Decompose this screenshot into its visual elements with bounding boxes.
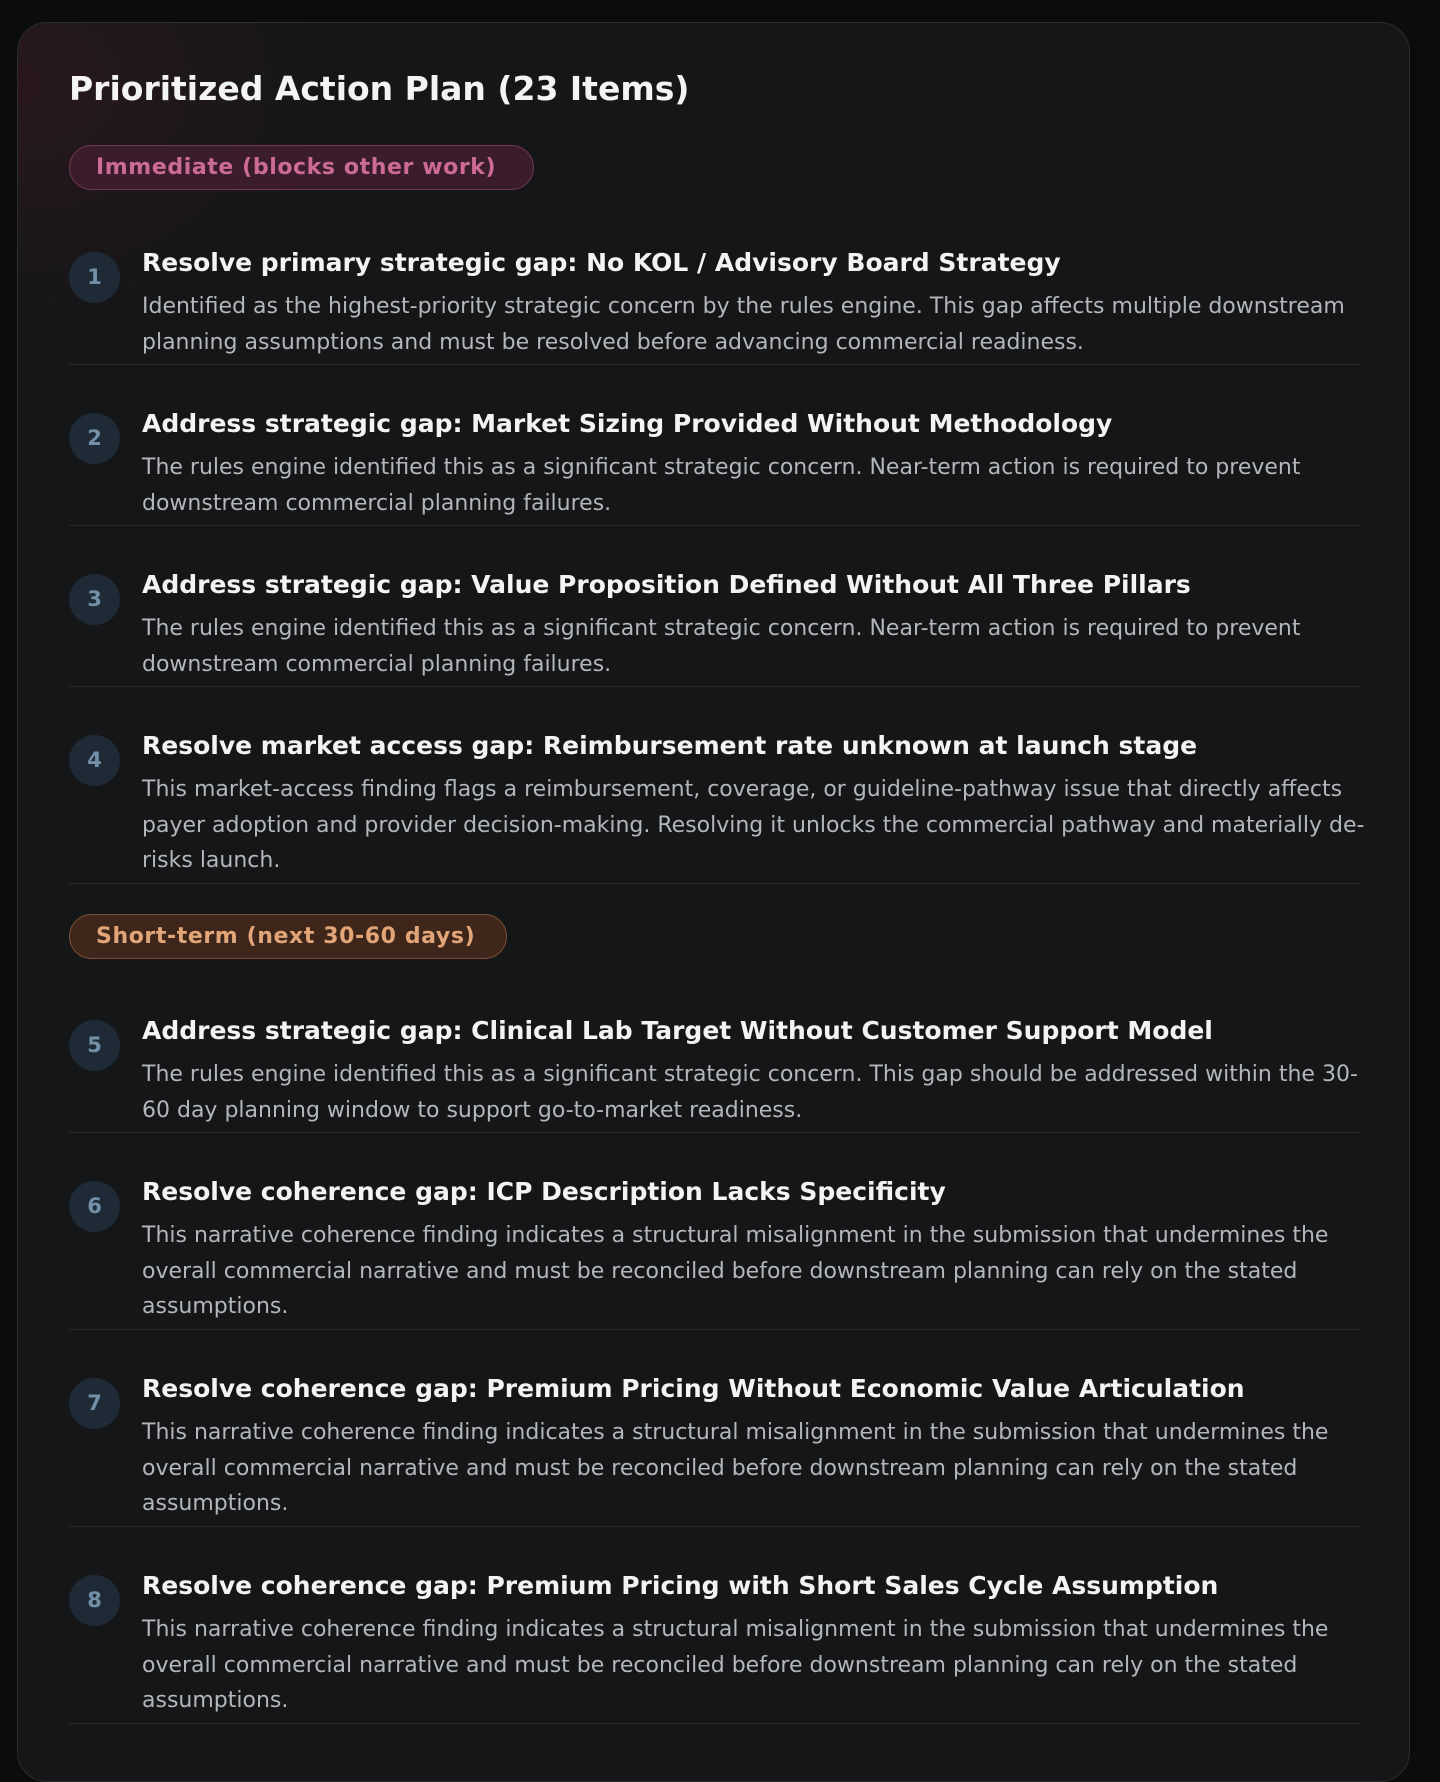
- item-title: Resolve coherence gap: Premium Pricing Without Economic Value Articulation: [142, 1374, 1245, 1403]
- action-plan-panel: [17, 22, 1410, 1782]
- item-title: Address strategic gap: Clinical Lab Target Without Customer Support Model: [142, 1016, 1213, 1045]
- item-description: Identified as the highest-priority strategic concern by the rules engine. This gap affects multiple downstream planning assumptions and must be resolved before advancing commercial readiness.: [142, 294, 1345, 355]
- item-divider: [69, 1723, 1359, 1724]
- item-description: The rules engine identified this as a significant strategic concern. This gap should be addressed within the 30-60 day planning window to support go-to-market readiness.: [142, 1062, 1358, 1123]
- item-title: Resolve market access gap: Reimbursement rate unknown at launch stage: [142, 731, 1198, 760]
- item-divider: [69, 1526, 1359, 1527]
- item-divider: [69, 364, 1359, 365]
- item-divider: [69, 883, 1359, 884]
- item-title: Resolve coherence gap: ICP Description Lacks Specificity: [142, 1177, 946, 1206]
- item-divider: [69, 1329, 1359, 1330]
- item-description: The rules engine identified this as a significant strategic concern. Near-term action is required to prevent downstream commercial planning failures.: [142, 455, 1301, 516]
- item-description: This narrative coherence finding indicates a structural misalignment in the submission that undermines the overall commercial narrative and must be reconciled before downstream planning can rely on the stated assumptions.: [142, 1420, 1329, 1516]
- item-number-badge: 7: [69, 1378, 120, 1429]
- item-description: This narrative coherence finding indicates a structural misalignment in the submission that undermines the overall commercial narrative and must be reconciled before downstream planning can rely on the stated assumptions.: [142, 1617, 1329, 1713]
- item-number-badge: 5: [69, 1020, 120, 1071]
- item-number-badge: 1: [69, 252, 120, 303]
- item-title: Address strategic gap: Market Sizing Provided Without Methodology: [142, 409, 1113, 438]
- item-divider: [69, 525, 1359, 526]
- item-number-badge: 3: [69, 574, 120, 625]
- item-number-badge: 4: [69, 735, 120, 786]
- item-number-badge: 2: [69, 413, 120, 464]
- item-number-badge: 6: [69, 1181, 120, 1232]
- item-number-badge: 8: [69, 1575, 120, 1626]
- item-title: Resolve coherence gap: Premium Pricing with Short Sales Cycle Assumption: [142, 1571, 1219, 1600]
- item-description: The rules engine identified this as a significant strategic concern. Near-term action is required to prevent downstream commercial planning failures.: [142, 616, 1301, 677]
- priority-badge-short-term: Short-term (next 30-60 days): [69, 914, 507, 959]
- item-title: Address strategic gap: Value Proposition Defined Without All Three Pillars: [142, 570, 1191, 599]
- item-divider: [69, 1132, 1359, 1133]
- item-divider: [69, 686, 1359, 687]
- priority-badge-immediate: Immediate (blocks other work): [69, 145, 534, 190]
- item-title: Resolve primary strategic gap: No KOL / Advisory Board Strategy: [142, 248, 1061, 277]
- panel-title: Prioritized Action Plan (23 Items): [69, 69, 690, 108]
- item-description: This market-access finding flags a reimbursement, coverage, or guideline-pathway issue that directly affects payer adoption and provider decision-making. Resolving it unlocks the commercial pathway and materially de-risks launch.: [142, 777, 1365, 873]
- item-description: This narrative coherence finding indicates a structural misalignment in the submission that undermines the overall commercial narrative and must be reconciled before downstream planning can rely on the stated assumptions.: [142, 1223, 1329, 1319]
